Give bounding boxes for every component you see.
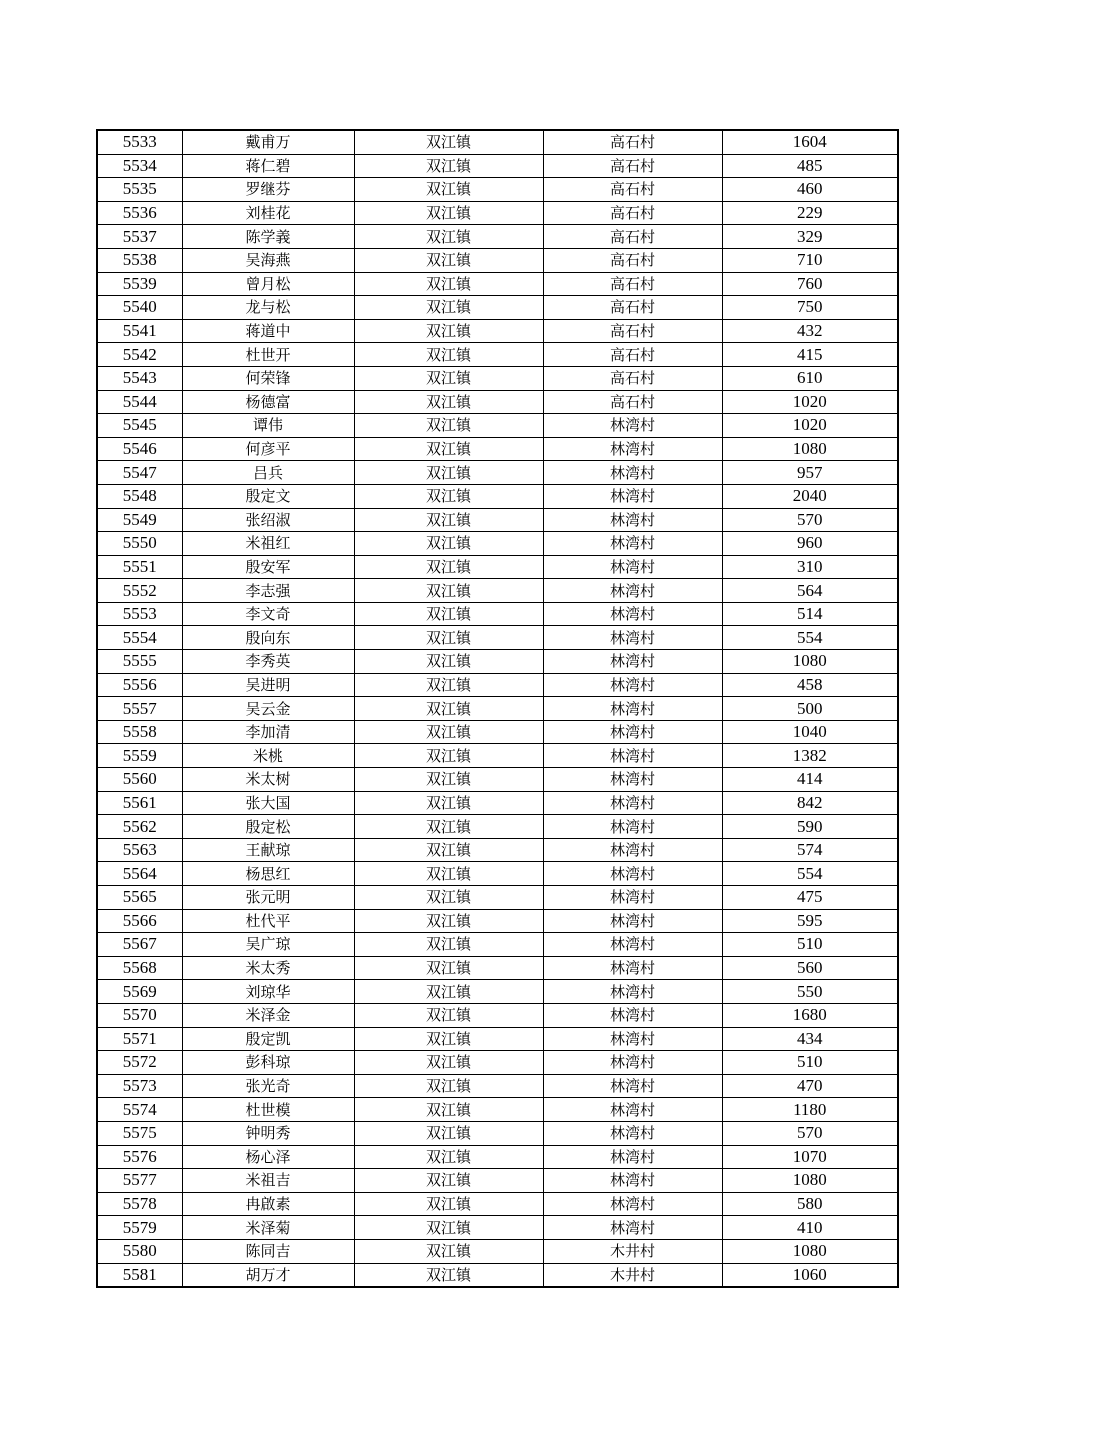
amount-cell: 560	[722, 956, 898, 980]
record-number-cell: 5564	[97, 862, 182, 886]
township-cell: 双江镇	[354, 461, 543, 485]
record-number-cell: 5556	[97, 673, 182, 697]
table-row	[97, 437, 898, 461]
amount-cell: 310	[722, 555, 898, 579]
table-row	[97, 697, 898, 721]
village-cell: 林湾村	[543, 956, 722, 980]
person-name-cell: 米泽金	[182, 1003, 354, 1027]
person-name-cell: 李加清	[182, 720, 354, 744]
amount-cell: 842	[722, 791, 898, 815]
village-cell: 林湾村	[543, 1098, 722, 1122]
table-row	[97, 886, 898, 910]
person-name-cell: 殷安军	[182, 555, 354, 579]
person-name-cell: 谭伟	[182, 414, 354, 438]
amount-cell: 550	[722, 980, 898, 1004]
township-cell: 双江镇	[354, 956, 543, 980]
record-number-cell: 5534	[97, 154, 182, 178]
person-name-cell: 米太秀	[182, 956, 354, 980]
village-cell: 林湾村	[543, 1027, 722, 1051]
village-cell: 林湾村	[543, 461, 722, 485]
person-name-cell: 殷定松	[182, 815, 354, 839]
township-cell: 双江镇	[354, 272, 543, 296]
amount-cell: 1382	[722, 744, 898, 768]
township-cell: 双江镇	[354, 390, 543, 414]
record-number-cell: 5568	[97, 956, 182, 980]
record-number-cell: 5566	[97, 909, 182, 933]
table-row	[97, 1074, 898, 1098]
table-row	[97, 1051, 898, 1075]
table-row	[97, 862, 898, 886]
township-cell: 双江镇	[354, 673, 543, 697]
table-row	[97, 933, 898, 957]
table-row	[97, 1216, 898, 1240]
township-cell: 双江镇	[354, 532, 543, 556]
record-number-cell: 5539	[97, 272, 182, 296]
township-cell: 双江镇	[354, 296, 543, 320]
village-cell: 林湾村	[543, 626, 722, 650]
township-cell: 双江镇	[354, 791, 543, 815]
village-cell: 高石村	[543, 390, 722, 414]
record-number-cell: 5562	[97, 815, 182, 839]
table-row	[97, 744, 898, 768]
record-number-cell: 5550	[97, 532, 182, 556]
amount-cell: 554	[722, 862, 898, 886]
table-row	[97, 602, 898, 626]
person-name-cell: 曾月松	[182, 272, 354, 296]
township-cell: 双江镇	[354, 1003, 543, 1027]
village-cell: 木井村	[543, 1263, 722, 1287]
amount-cell: 580	[722, 1192, 898, 1216]
village-cell: 高石村	[543, 225, 722, 249]
amount-cell: 432	[722, 319, 898, 343]
village-cell: 林湾村	[543, 484, 722, 508]
table-row	[97, 178, 898, 202]
township-cell: 双江镇	[354, 838, 543, 862]
record-number-cell: 5558	[97, 720, 182, 744]
village-cell: 林湾村	[543, 933, 722, 957]
table-row	[97, 1027, 898, 1051]
amount-cell: 957	[722, 461, 898, 485]
amount-cell: 1180	[722, 1098, 898, 1122]
village-cell: 林湾村	[543, 791, 722, 815]
person-name-cell: 李秀英	[182, 650, 354, 674]
table-row	[97, 414, 898, 438]
record-number-cell: 5538	[97, 248, 182, 272]
table-row	[97, 980, 898, 1004]
person-name-cell: 米祖红	[182, 532, 354, 556]
record-number-cell: 5578	[97, 1192, 182, 1216]
amount-cell: 500	[722, 697, 898, 721]
village-cell: 高石村	[543, 248, 722, 272]
amount-cell: 329	[722, 225, 898, 249]
person-name-cell: 陈同吉	[182, 1239, 354, 1263]
person-name-cell: 冉啟素	[182, 1192, 354, 1216]
township-cell: 双江镇	[354, 768, 543, 792]
township-cell: 双江镇	[354, 815, 543, 839]
township-cell: 双江镇	[354, 1098, 543, 1122]
village-cell: 高石村	[543, 343, 722, 367]
township-cell: 双江镇	[354, 1263, 543, 1287]
person-name-cell: 龙与松	[182, 296, 354, 320]
record-number-cell: 5561	[97, 791, 182, 815]
township-cell: 双江镇	[354, 366, 543, 390]
record-number-cell: 5552	[97, 579, 182, 603]
township-cell: 双江镇	[354, 201, 543, 225]
township-cell: 双江镇	[354, 1074, 543, 1098]
table-row	[97, 130, 898, 154]
record-number-cell: 5567	[97, 933, 182, 957]
township-cell: 双江镇	[354, 1121, 543, 1145]
village-cell: 林湾村	[543, 815, 722, 839]
amount-cell: 458	[722, 673, 898, 697]
township-cell: 双江镇	[354, 154, 543, 178]
amount-cell: 1020	[722, 390, 898, 414]
table-row	[97, 555, 898, 579]
record-number-cell: 5577	[97, 1169, 182, 1193]
record-number-cell: 5548	[97, 484, 182, 508]
table-row	[97, 815, 898, 839]
person-name-cell: 殷定文	[182, 484, 354, 508]
record-number-cell: 5546	[97, 437, 182, 461]
record-number-cell: 5563	[97, 838, 182, 862]
record-number-cell: 5574	[97, 1098, 182, 1122]
amount-cell: 1020	[722, 414, 898, 438]
township-cell: 双江镇	[354, 1169, 543, 1193]
record-number-cell: 5549	[97, 508, 182, 532]
table-row	[97, 1145, 898, 1169]
person-name-cell: 刘琼华	[182, 980, 354, 1004]
person-name-cell: 吕兵	[182, 461, 354, 485]
table-row	[97, 272, 898, 296]
record-number-cell: 5554	[97, 626, 182, 650]
township-cell: 双江镇	[354, 130, 543, 154]
township-cell: 双江镇	[354, 343, 543, 367]
table-row	[97, 461, 898, 485]
township-cell: 双江镇	[354, 862, 543, 886]
amount-cell: 1060	[722, 1263, 898, 1287]
record-number-cell: 5551	[97, 555, 182, 579]
table-row	[97, 720, 898, 744]
township-cell: 双江镇	[354, 886, 543, 910]
record-number-cell: 5571	[97, 1027, 182, 1051]
amount-cell: 415	[722, 343, 898, 367]
table-row	[97, 319, 898, 343]
village-cell: 高石村	[543, 154, 722, 178]
amount-cell: 960	[722, 532, 898, 556]
amount-cell: 485	[722, 154, 898, 178]
table-row	[97, 909, 898, 933]
amount-cell: 460	[722, 178, 898, 202]
township-cell: 双江镇	[354, 508, 543, 532]
record-number-cell: 5572	[97, 1051, 182, 1075]
person-name-cell: 罗继芬	[182, 178, 354, 202]
person-name-cell: 杜代平	[182, 909, 354, 933]
amount-cell: 514	[722, 602, 898, 626]
township-cell: 双江镇	[354, 319, 543, 343]
village-cell: 林湾村	[543, 1003, 722, 1027]
amount-cell: 475	[722, 886, 898, 910]
table-row	[97, 296, 898, 320]
record-number-cell: 5579	[97, 1216, 182, 1240]
village-cell: 林湾村	[543, 886, 722, 910]
township-cell: 双江镇	[354, 1216, 543, 1240]
table-row	[97, 650, 898, 674]
village-cell: 林湾村	[543, 414, 722, 438]
person-name-cell: 吴云金	[182, 697, 354, 721]
table-row	[97, 390, 898, 414]
amount-cell: 750	[722, 296, 898, 320]
person-name-cell: 张绍淑	[182, 508, 354, 532]
record-number-cell: 5537	[97, 225, 182, 249]
table-row	[97, 508, 898, 532]
township-cell: 双江镇	[354, 248, 543, 272]
person-name-cell: 何荣锋	[182, 366, 354, 390]
person-name-cell: 张元明	[182, 886, 354, 910]
village-cell: 木井村	[543, 1239, 722, 1263]
record-number-cell: 5555	[97, 650, 182, 674]
village-cell: 林湾村	[543, 1051, 722, 1075]
township-cell: 双江镇	[354, 650, 543, 674]
township-cell: 双江镇	[354, 626, 543, 650]
village-cell: 林湾村	[543, 437, 722, 461]
person-name-cell: 吴海燕	[182, 248, 354, 272]
township-cell: 双江镇	[354, 602, 543, 626]
table-row	[97, 673, 898, 697]
village-cell: 林湾村	[543, 1074, 722, 1098]
amount-cell: 229	[722, 201, 898, 225]
person-name-cell: 胡万才	[182, 1263, 354, 1287]
person-name-cell: 戴甫万	[182, 130, 354, 154]
amount-cell: 710	[722, 248, 898, 272]
table-row	[97, 1263, 898, 1287]
table-row	[97, 956, 898, 980]
table-row	[97, 1192, 898, 1216]
amount-cell: 1070	[722, 1145, 898, 1169]
table-row	[97, 484, 898, 508]
township-cell: 双江镇	[354, 437, 543, 461]
person-name-cell: 米桃	[182, 744, 354, 768]
table-row	[97, 201, 898, 225]
table-row	[97, 768, 898, 792]
township-cell: 双江镇	[354, 579, 543, 603]
person-name-cell: 张大国	[182, 791, 354, 815]
amount-cell: 595	[722, 909, 898, 933]
person-name-cell: 吴广琼	[182, 933, 354, 957]
amount-cell: 1080	[722, 1239, 898, 1263]
record-number-cell: 5575	[97, 1121, 182, 1145]
village-cell: 高石村	[543, 366, 722, 390]
village-cell: 林湾村	[543, 555, 722, 579]
amount-cell: 574	[722, 838, 898, 862]
record-number-cell: 5580	[97, 1239, 182, 1263]
amount-cell: 2040	[722, 484, 898, 508]
township-cell: 双江镇	[354, 720, 543, 744]
person-name-cell: 米泽菊	[182, 1216, 354, 1240]
village-cell: 林湾村	[543, 1145, 722, 1169]
amount-cell: 414	[722, 768, 898, 792]
person-name-cell: 李志强	[182, 579, 354, 603]
record-number-cell: 5541	[97, 319, 182, 343]
township-cell: 双江镇	[354, 909, 543, 933]
record-number-cell: 5557	[97, 697, 182, 721]
village-cell: 林湾村	[543, 1121, 722, 1145]
amount-cell: 410	[722, 1216, 898, 1240]
village-cell: 林湾村	[543, 862, 722, 886]
amount-cell: 570	[722, 508, 898, 532]
table-row	[97, 1003, 898, 1027]
record-number-cell: 5540	[97, 296, 182, 320]
record-number-cell: 5581	[97, 1263, 182, 1287]
person-name-cell: 蒋道中	[182, 319, 354, 343]
village-cell: 林湾村	[543, 650, 722, 674]
amount-cell: 1040	[722, 720, 898, 744]
township-cell: 双江镇	[354, 555, 543, 579]
person-name-cell: 杜世模	[182, 1098, 354, 1122]
amount-cell: 760	[722, 272, 898, 296]
amount-cell: 470	[722, 1074, 898, 1098]
amount-cell: 1680	[722, 1003, 898, 1027]
person-name-cell: 杨德富	[182, 390, 354, 414]
person-name-cell: 杜世开	[182, 343, 354, 367]
village-cell: 高石村	[543, 201, 722, 225]
table-row	[97, 366, 898, 390]
amount-cell: 564	[722, 579, 898, 603]
village-cell: 林湾村	[543, 602, 722, 626]
record-number-cell: 5573	[97, 1074, 182, 1098]
township-cell: 双江镇	[354, 697, 543, 721]
records-table	[96, 129, 899, 1288]
township-cell: 双江镇	[354, 980, 543, 1004]
person-name-cell: 彭科琼	[182, 1051, 354, 1075]
village-cell: 林湾村	[543, 532, 722, 556]
table-row	[97, 838, 898, 862]
record-number-cell: 5576	[97, 1145, 182, 1169]
amount-cell: 554	[722, 626, 898, 650]
village-cell: 林湾村	[543, 838, 722, 862]
village-cell: 林湾村	[543, 697, 722, 721]
person-name-cell: 杨心泽	[182, 1145, 354, 1169]
table-row	[97, 532, 898, 556]
person-name-cell: 王献琼	[182, 838, 354, 862]
record-number-cell: 5569	[97, 980, 182, 1004]
record-number-cell: 5545	[97, 414, 182, 438]
township-cell: 双江镇	[354, 744, 543, 768]
person-name-cell: 吴进明	[182, 673, 354, 697]
table-row	[97, 1121, 898, 1145]
township-cell: 双江镇	[354, 1239, 543, 1263]
table-row	[97, 248, 898, 272]
township-cell: 双江镇	[354, 414, 543, 438]
table-row	[97, 791, 898, 815]
village-cell: 高石村	[543, 178, 722, 202]
table-row	[97, 343, 898, 367]
record-number-cell: 5535	[97, 178, 182, 202]
records-table-body	[97, 130, 898, 1287]
record-number-cell: 5542	[97, 343, 182, 367]
table-row	[97, 154, 898, 178]
amount-cell: 570	[722, 1121, 898, 1145]
village-cell: 林湾村	[543, 720, 722, 744]
village-cell: 林湾村	[543, 768, 722, 792]
person-name-cell: 殷向东	[182, 626, 354, 650]
township-cell: 双江镇	[354, 225, 543, 249]
person-name-cell: 米祖吉	[182, 1169, 354, 1193]
village-cell: 林湾村	[543, 508, 722, 532]
amount-cell: 510	[722, 1051, 898, 1075]
amount-cell: 1604	[722, 130, 898, 154]
person-name-cell: 蒋仁碧	[182, 154, 354, 178]
person-name-cell: 刘桂花	[182, 201, 354, 225]
record-number-cell: 5533	[97, 130, 182, 154]
township-cell: 双江镇	[354, 933, 543, 957]
village-cell: 林湾村	[543, 1192, 722, 1216]
amount-cell: 434	[722, 1027, 898, 1051]
amount-cell: 1080	[722, 1169, 898, 1193]
person-name-cell: 米太树	[182, 768, 354, 792]
record-number-cell: 5543	[97, 366, 182, 390]
record-number-cell: 5547	[97, 461, 182, 485]
village-cell: 林湾村	[543, 579, 722, 603]
record-number-cell: 5570	[97, 1003, 182, 1027]
village-cell: 林湾村	[543, 909, 722, 933]
record-number-cell: 5544	[97, 390, 182, 414]
table-row	[97, 1239, 898, 1263]
record-number-cell: 5559	[97, 744, 182, 768]
township-cell: 双江镇	[354, 484, 543, 508]
record-number-cell: 5553	[97, 602, 182, 626]
village-cell: 林湾村	[543, 1169, 722, 1193]
village-cell: 林湾村	[543, 673, 722, 697]
township-cell: 双江镇	[354, 1145, 543, 1169]
amount-cell: 1080	[722, 437, 898, 461]
township-cell: 双江镇	[354, 1051, 543, 1075]
record-number-cell: 5565	[97, 886, 182, 910]
record-number-cell: 5560	[97, 768, 182, 792]
village-cell: 高石村	[543, 272, 722, 296]
village-cell: 林湾村	[543, 980, 722, 1004]
table-row	[97, 1169, 898, 1193]
person-name-cell: 李文奇	[182, 602, 354, 626]
township-cell: 双江镇	[354, 1192, 543, 1216]
amount-cell: 510	[722, 933, 898, 957]
township-cell: 双江镇	[354, 1027, 543, 1051]
table-row	[97, 579, 898, 603]
table-row	[97, 626, 898, 650]
amount-cell: 1080	[722, 650, 898, 674]
person-name-cell: 张光奇	[182, 1074, 354, 1098]
village-cell: 高石村	[543, 296, 722, 320]
table-row	[97, 1098, 898, 1122]
village-cell: 林湾村	[543, 744, 722, 768]
village-cell: 林湾村	[543, 1216, 722, 1240]
amount-cell: 590	[722, 815, 898, 839]
person-name-cell: 殷定凯	[182, 1027, 354, 1051]
village-cell: 高石村	[543, 319, 722, 343]
person-name-cell: 何彦平	[182, 437, 354, 461]
table-row	[97, 225, 898, 249]
village-cell: 高石村	[543, 130, 722, 154]
amount-cell: 610	[722, 366, 898, 390]
person-name-cell: 杨思红	[182, 862, 354, 886]
township-cell: 双江镇	[354, 178, 543, 202]
record-number-cell: 5536	[97, 201, 182, 225]
person-name-cell: 钟明秀	[182, 1121, 354, 1145]
person-name-cell: 陈学義	[182, 225, 354, 249]
